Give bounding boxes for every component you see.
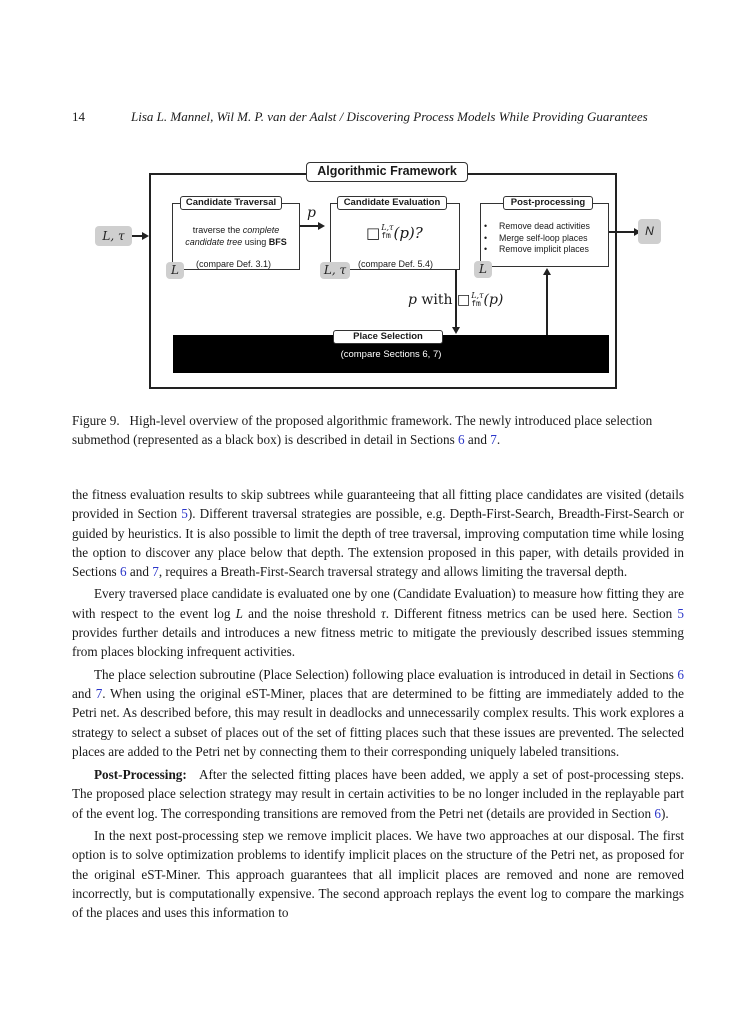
caption-label: Figure 9. xyxy=(72,413,120,428)
input-tag: L, τ xyxy=(95,226,132,246)
paragraph: the fitness evaluation results to skip subtrees while guaranteeing that all fitting place candidates are visited (details provided in Section 5). Different traversal strategies are possible, e.g. Depth-First-Search, Breadth-First-Search or guided by heuristics. It is also possible to limit the depth of tree traversal, improving computation time while losing the option to discover any place below that depth. The extension proposed in this paper, with details provided in Sections 6 and 7, requires a Breath-First-Search traversal strategy and allows limiting the traversal depth. xyxy=(72,487,684,580)
candidate-traversal-ref: (compare Def. 3.1) xyxy=(196,259,272,269)
list-item: • Merge self-loop places xyxy=(484,232,588,243)
list-item: • Remove dead activities xyxy=(484,221,590,231)
section-link[interactable]: 6 xyxy=(654,805,661,821)
running-title: Lisa L. Mannel, Wil M. P. van der Aalst / Discovering Process Models While Providing Guarantees xyxy=(131,109,648,124)
post-processing-heading: Post-Processing: xyxy=(94,767,187,783)
section-link[interactable]: 6 xyxy=(458,432,465,447)
arrow-down-icon xyxy=(452,327,460,334)
place-selection-ref: (compare Sections 6, 7) xyxy=(340,349,442,360)
section-link[interactable]: 7 xyxy=(490,432,497,447)
paragraph: Every traversed place candidate is evaluated one by one (Candidate Evaluation) to measure how fitting they are with respect to the event log L and the noise threshold τ. Different fitness metrics can be used here. Section 5 provides further details and introduces a new fitness metric to mitigate the previously described issues stemming from places blocking infrequent activities. xyxy=(72,586,684,660)
paragraph: Post-Processing: After the selected fitting places have been added, we apply a set of post-processing steps. The proposed place selection strategy may result in certain activities to be no longer included in the replayable part of the event log. The corresponding transitions are removed from the Petri net (details are provided in Section 6). xyxy=(72,767,688,821)
body-text xyxy=(72,485,688,923)
candidate-traversal-desc: traverse the complete candidate tree using BFS xyxy=(185,225,287,247)
candidate-evaluation-ref: (compare Def. 5.4) xyxy=(358,259,434,269)
section-link[interactable]: 5 xyxy=(181,506,188,522)
candidate-evaluation-title: Candidate Evaluation xyxy=(337,196,447,210)
p-edge-line xyxy=(300,225,319,227)
place-selection-title: Place Selection xyxy=(333,330,443,344)
section-link[interactable]: 6 xyxy=(120,564,127,580)
selection-edge-label: p with □L,τ fm (p) xyxy=(408,291,504,308)
fitness-formula: □L,τ fm (p)? xyxy=(366,223,423,242)
page-number: 14 xyxy=(72,109,85,124)
arrow-up-icon xyxy=(543,268,551,275)
section-link[interactable]: 7 xyxy=(152,564,159,580)
list-item: • Remove implicit places xyxy=(484,244,589,254)
evaluation-log-tag: L, τ xyxy=(320,262,350,279)
figure-caption: Figure 9. High-level overview of the proposed algorithmic framework. The newly introduced place selection submethod (represented as a black box) is described in detail in Sections 6 and 7. xyxy=(72,413,653,447)
section-link[interactable]: 6 xyxy=(677,666,684,682)
p-edge-label: p xyxy=(307,205,316,221)
arrow-right-icon xyxy=(318,222,325,230)
framework-title: Algorithmic Framework xyxy=(306,162,468,182)
post-processing-list xyxy=(484,221,590,256)
post-processing-log-tag: L xyxy=(474,261,492,278)
arrow-right-icon xyxy=(142,232,149,240)
output-arrow-line xyxy=(609,231,635,233)
section-link[interactable]: 5 xyxy=(677,605,684,621)
candidate-traversal-title: Candidate Traversal xyxy=(180,196,282,210)
paragraph: In the next post-processing step we remove implicit places. We have two approaches at our disposal. The first option is to solve optimization problems to identify implicit places on the structure of the Petri net, as proposed for the original eST-Miner. This approach guarantees that all implicit places are removed and none are removed incorrectly, but is computationally expensive. The second approach replays the event log to compare the markings of the places and uses this information to xyxy=(72,828,684,921)
post-processing-title: Post-processing xyxy=(503,196,593,210)
output-net-tag: N xyxy=(638,219,661,244)
paragraph: The place selection subroutine (Place Selection) following place evaluation is introduced in detail in Sections 6 and 7. When using the original eST-Miner, places that are determined to be fitting are immediately added to the Petri net. As described before, this may result in deadlocks and unnecessarily complex results. This work explores a strategy to select a subset of places out of the set of fitting places such that these issues are prevented. The selected places are added to the Petri net by connecting them to their corresponding uniquely labeled transitions. xyxy=(72,666,685,759)
selection-up-line xyxy=(546,275,548,335)
section-link[interactable]: 7 xyxy=(95,685,103,701)
traversal-log-tag: L xyxy=(166,262,184,279)
